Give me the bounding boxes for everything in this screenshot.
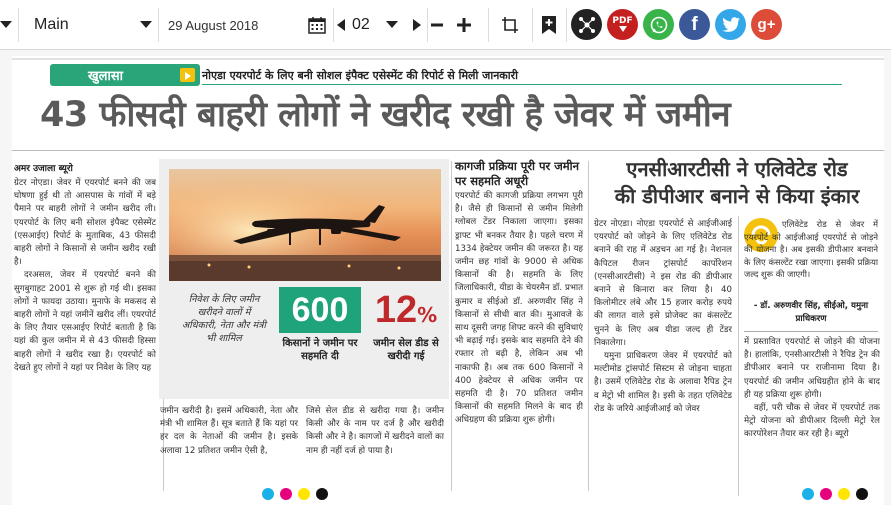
headline: 43 फीसदी बाहरी लोगों ने खरीद रखी है जेवर में जमीन [40,95,731,135]
article2-body-col2 [744,336,880,496]
stat-label: किसानों ने जमीन पर सहमति दी [282,338,358,362]
stat-value: 600 [279,287,361,333]
newspaper-page [12,56,884,505]
quote-author: - डॉ. अरुणवीर सिंह, सीईओ, यमुना प्राधिकरण [753,301,869,324]
network-share-icon[interactable] [571,9,602,40]
stat-600 [279,287,361,391]
quote-text: एलिवेटेड रोड से जेवर में एयरपोर्ट को आईजीआई एयरपोर्ट से जोड़ने की योजना है। अब इसकी डीपीआर बनवाने के लिए कंसल्टेंट रखा जाएगा। इसकी प्रक्रिया जल्द शुरू की जाएगी। [744,219,878,280]
date-label: 29 August 2018 [168,17,259,33]
kicker: नोएडा एयरपोर्ट के लिए बनी सोशल इंपैक्ट एसेस्मेंट की रिपोर्ट से मिली जानकारी [202,69,518,82]
chevron-down-icon [140,21,152,29]
chevron-down-icon[interactable] [0,0,14,50]
body-paragraph: यमुना प्राधिकरण जेवर में एयरपोर्ट को मल्टीमोड ट्रांसपोर्ट सिस्टम से जोड़ना चाहता है। उसमें एलिवेटेड रोड के अलावा रैपिड ट्रेन व मेट्रो भी शामिल है। इसी के तहत एलिवेटेड रोड के जरिये आईजीआई को जेवर [594,351,732,414]
body-paragraph: वहीं, परी चौक से जेवर में एयरपोर्ट तक मेट्रो योजना को डीपीआर दिल्ली मेट्रो रेल कारपोरेशन तैयार कर रही है। ब्यूरो [744,403,880,440]
whatsapp-icon[interactable] [643,9,674,40]
crop-icon[interactable] [502,0,520,50]
body-paragraph: ग्रेटर नोएडा। नोएडा एयरपोर्ट से आईजीआई एयरपोर्ट को जोड़ने के लिए एलिवेटेड रोड बनाने की राह में अड़चन आ गई है। नेशनल कैपिटल रीजन ट्रांसपोर्ट कार्पोरेशन (एनसीआरटीसी) ने इस रोड की डीपीआर बनाने से किनारा कर लिया है। 40 किलोमीटर लंबे और 15 हजार करोड़ रुपये की लागत वाले इसे प्रोजेक्ट का कंसल्टेंट चुनने के लिए अब यीडा जल्द ही टेंडर निकालेगा। [594,219,732,348]
quote-box [744,218,878,326]
article2-headline-line: एनसीआरटीसी ने एलिवेटेड रोड [626,157,848,181]
triangle-right-icon[interactable] [413,0,425,50]
article2-body-col1 [594,218,732,496]
stat-12-percent [371,287,441,391]
section-tag-label: खुलासा [88,69,123,84]
infographic-caption: निवेश के लिए जमीन खरीदने वालों में अधिकारी, नेता और मंत्री भी शामिल [182,294,266,344]
play-icon [180,68,195,82]
stat-value: 12 [374,289,418,331]
section-dropdown[interactable] [20,0,156,50]
pdf-label: PDF [612,16,633,26]
section-tag [50,64,200,86]
plus-icon[interactable] [457,0,473,50]
epaper-toolbar [0,0,891,50]
pdf-download-icon[interactable] [607,9,638,40]
article-body-col1 [14,177,156,497]
body-paragraph: में प्रस्तावित एयरपोर्ट से जोड़ने की योजना है। हालांकि, एनसीआरटीसी ने रैपिड ट्रेन की डीपीआर बनाने पर राजीनामा दिया है। एयरपोर्ट की जमीन अधिग्रहीत होने के बाद ही यह प्रक्रिया शुरू होगी। [744,337,880,400]
twitter-icon[interactable] [715,9,746,40]
calendar-icon[interactable] [308,16,326,34]
airplane-photo [169,169,441,281]
minus-icon[interactable] [431,0,447,50]
article-body-col2: जमीन खरीदी है। इसमें अधिकारी, नेता और मंत्री भी शामिल हैं। सूत्र बताते हैं कि यहां पर हर दल के नेताओं की जमीन है। इसके अलावा 12 प्रतिशत जमीन ऐसी है, [160,406,298,456]
article2-headline-line: की डीपीआर बनाने से किया इंकार [614,184,860,208]
chevron-down-icon [386,21,398,29]
body-paragraph: दरअसल, जेवर में एयरपोर्ट बनने की सुगबुगाहट 2001 से शुरू हो गई थी। इसका लोगों ने फायदा उठाया। मुनाफे के मकसद से बाहरी लोगों ने यहां जमीनें खरीद लीं। एयरपोर्ट के लिए तैयार एसआईए रिपोर्ट बताती है कि यहां की कुल जमीन में से 43 फीसदी हिस्सा बाहरी लोगों ने खरीद रखा है। एयरपोर्ट को देखते हुए लोगों ने यहां पर निवेश के लिए यह [14,270,156,373]
stat-label: जमीन सेल डीड से खरीदी गई [373,338,439,362]
article-body-col3: जिसे सेल डीड से खरीदा गया है। जमीन किसी और के नाम पर दर्ज है और खरीदी किसी और ने है। कागजों में खरीदने वालों का नाम ही नहीं दर्ज हो पाया है। [306,406,444,456]
section-label: Main [34,16,69,33]
article2-headline [594,156,880,210]
sidebar-headline: कागजी प्रक्रिया पूरी पर जमीन पर सहमति अधूरी [455,159,580,188]
stat-unit: % [417,303,438,327]
google-plus-label: g+ [757,16,776,33]
page-number: 02 [352,16,370,33]
sidebar-body: एयरपोर्ट की कागजी प्रक्रिया लगभग पूरी है। जैसे ही किसानों से जमीन मिलेगी ग्लोबल टेंडर निकाला जाएगा। इसका ड्राफ्ट भी बनकर तैयार है। पहले चरण में 1334 हेक्टेयर जमीन की जरूरत है। यह जमीन छह गांवों के 9000 से अधिक किसानों की है। सहमति के लिए जिलाधिकारी, यीडा के चेयरमैन डॉ. प्रभात कुमार व सीईओ डॉ. अरुणवीर सिंह ने किसानों से सीधी बात की। मुआवजे के साथ दूसरी जगह शिफ्ट करने की सुविधाएं भी बढ़ाई गई। इसके बाद सहमति देने की रफ्तार तो बढ़ी है, लेकिन अब भी नाकाफी है। अब तक 600 किसानों ने 400 हेक्टेयर से अधिक जमीन पर सहमति दी है। 70 प्रतिशत जमीन किसानों की सहमति मिलने के बाद ही अधिग्रहण की प्रक्रिया शुरू होगी। [455,191,583,426]
facebook-icon[interactable]: f [679,9,710,40]
bookmark-add-icon[interactable] [542,0,560,50]
byline: अमर उजाला ब्यूरो [14,164,73,174]
body-paragraph: ग्रेटर नोएडा। जेवर में एयरपोर्ट बनने की जब घोषणा हुई थी तो आसपास के गांवों में बड़े पैमाने पर बाहरी लोगों ने जमीन खरीद ली। एयरपोर्ट के लिए बनी सोशल इंपैक्ट एसेस्मेंट (एसआईए) रिपोर्ट के मुताबिक, 43 फीसदी बाहरी लोगों ने किसानों से जमीन खरीद रखी है। [14,178,156,268]
triangle-left-icon[interactable] [337,0,349,50]
page-selector[interactable] [352,0,402,50]
infographic [159,159,449,399]
epaper-page-view[interactable] [0,50,891,505]
google-plus-icon[interactable] [751,9,782,40]
date-picker[interactable] [160,0,330,50]
